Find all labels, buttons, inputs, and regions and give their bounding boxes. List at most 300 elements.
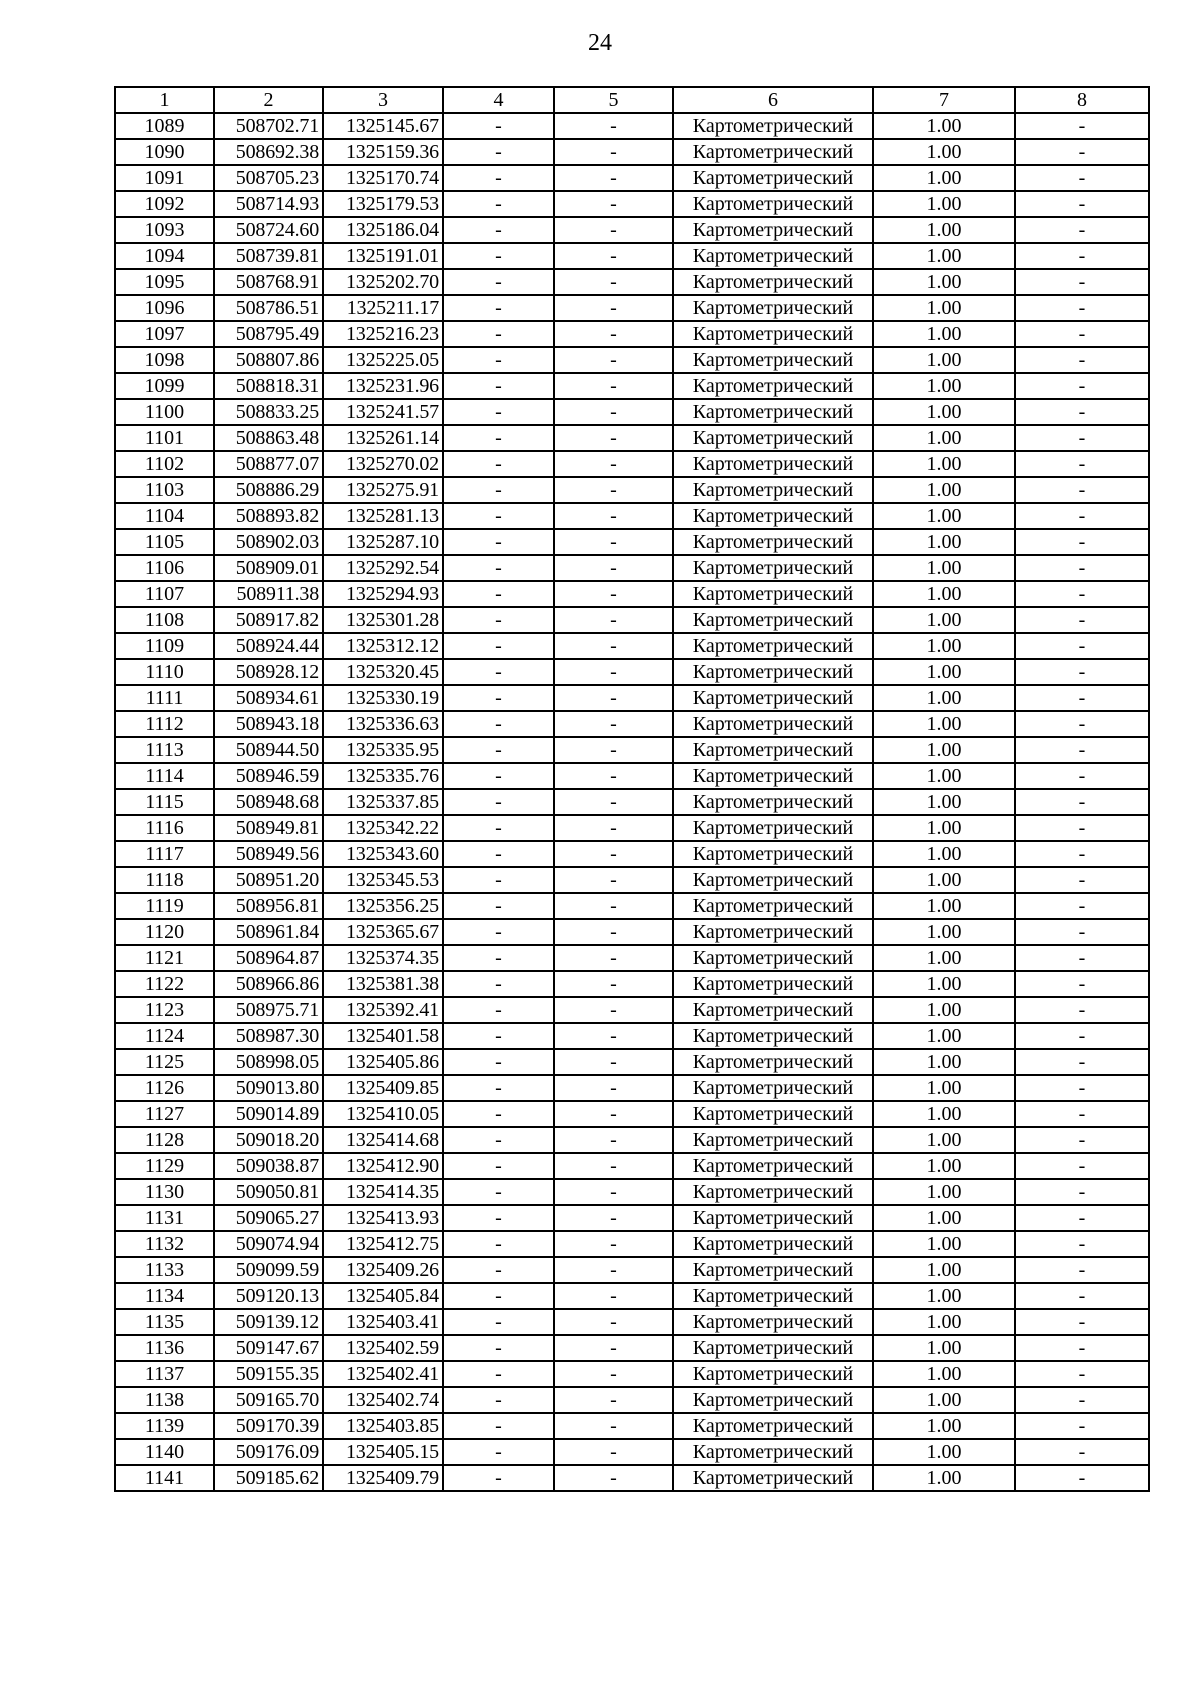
point-number-cell: 1125	[115, 1049, 214, 1075]
column-5-cell: -	[554, 1283, 673, 1309]
column-8-cell: -	[1015, 1309, 1149, 1335]
table-row	[115, 633, 1149, 659]
column-5-cell: -	[554, 841, 673, 867]
x-coordinate-cell: 509185.62	[214, 1465, 323, 1491]
y-coordinate-cell: 1325211.17	[323, 295, 443, 321]
column-4-cell: -	[443, 841, 554, 867]
point-number-cell: 1091	[115, 165, 214, 191]
column-4-cell: -	[443, 113, 554, 139]
point-number-cell: 1123	[115, 997, 214, 1023]
column-5-cell: -	[554, 1361, 673, 1387]
column-5-cell: -	[554, 1023, 673, 1049]
point-number-cell: 1090	[115, 139, 214, 165]
point-number-cell: 1132	[115, 1231, 214, 1257]
column-5-cell: -	[554, 165, 673, 191]
table-row	[115, 295, 1149, 321]
table-row	[115, 1127, 1149, 1153]
column-8-cell: -	[1015, 1413, 1149, 1439]
accuracy-cell: 1.00	[873, 1465, 1015, 1491]
column-5-cell: -	[554, 321, 673, 347]
accuracy-cell: 1.00	[873, 1049, 1015, 1075]
column-4-cell: -	[443, 217, 554, 243]
column-header: 7	[873, 87, 1015, 113]
column-4-cell: -	[443, 815, 554, 841]
x-coordinate-cell: 509013.80	[214, 1075, 323, 1101]
column-5-cell: -	[554, 451, 673, 477]
column-8-cell: -	[1015, 1153, 1149, 1179]
method-cell: Картометрический	[673, 737, 873, 763]
column-5-cell: -	[554, 1387, 673, 1413]
point-number-cell: 1118	[115, 867, 214, 893]
column-5-cell: -	[554, 347, 673, 373]
column-4-cell: -	[443, 789, 554, 815]
y-coordinate-cell: 1325294.93	[323, 581, 443, 607]
y-coordinate-cell: 1325401.58	[323, 1023, 443, 1049]
x-coordinate-cell: 508928.12	[214, 659, 323, 685]
column-5-cell: -	[554, 919, 673, 945]
y-coordinate-cell: 1325356.25	[323, 893, 443, 919]
accuracy-cell: 1.00	[873, 295, 1015, 321]
column-4-cell: -	[443, 607, 554, 633]
point-number-cell: 1094	[115, 243, 214, 269]
column-5-cell: -	[554, 711, 673, 737]
column-8-cell: -	[1015, 789, 1149, 815]
accuracy-cell: 1.00	[873, 971, 1015, 997]
accuracy-cell: 1.00	[873, 789, 1015, 815]
column-4-cell: -	[443, 269, 554, 295]
x-coordinate-cell: 509050.81	[214, 1179, 323, 1205]
table-row	[115, 1257, 1149, 1283]
point-number-cell: 1106	[115, 555, 214, 581]
method-cell: Картометрический	[673, 659, 873, 685]
x-coordinate-cell: 508724.60	[214, 217, 323, 243]
table-row	[115, 1179, 1149, 1205]
y-coordinate-cell: 1325345.53	[323, 867, 443, 893]
column-5-cell: -	[554, 113, 673, 139]
column-5-cell: -	[554, 1439, 673, 1465]
table-row	[115, 841, 1149, 867]
point-number-cell: 1111	[115, 685, 214, 711]
column-8-cell: -	[1015, 659, 1149, 685]
column-4-cell: -	[443, 451, 554, 477]
column-5-cell: -	[554, 763, 673, 789]
column-5-cell: -	[554, 1179, 673, 1205]
table-row	[115, 1283, 1149, 1309]
method-cell: Картометрический	[673, 1153, 873, 1179]
table-row	[115, 347, 1149, 373]
column-header: 8	[1015, 87, 1149, 113]
point-number-cell: 1103	[115, 477, 214, 503]
y-coordinate-cell: 1325409.26	[323, 1257, 443, 1283]
column-5-cell: -	[554, 789, 673, 815]
column-5-cell: -	[554, 217, 673, 243]
method-cell: Картометрический	[673, 1101, 873, 1127]
method-cell: Картометрический	[673, 997, 873, 1023]
column-5-cell: -	[554, 581, 673, 607]
column-5-cell: -	[554, 1101, 673, 1127]
column-5-cell: -	[554, 867, 673, 893]
accuracy-cell: 1.00	[873, 1153, 1015, 1179]
column-4-cell: -	[443, 321, 554, 347]
column-4-cell: -	[443, 555, 554, 581]
column-5-cell: -	[554, 243, 673, 269]
method-cell: Картометрический	[673, 1127, 873, 1153]
column-8-cell: -	[1015, 425, 1149, 451]
x-coordinate-cell: 508795.49	[214, 321, 323, 347]
point-number-cell: 1093	[115, 217, 214, 243]
column-8-cell: -	[1015, 633, 1149, 659]
method-cell: Картометрический	[673, 555, 873, 581]
column-5-cell: -	[554, 1153, 673, 1179]
method-cell: Картометрический	[673, 841, 873, 867]
method-cell: Картометрический	[673, 1205, 873, 1231]
column-4-cell: -	[443, 1127, 554, 1153]
column-header: 1	[115, 87, 214, 113]
accuracy-cell: 1.00	[873, 373, 1015, 399]
x-coordinate-cell: 509147.67	[214, 1335, 323, 1361]
column-5-cell: -	[554, 607, 673, 633]
table-row	[115, 165, 1149, 191]
method-cell: Картометрический	[673, 503, 873, 529]
y-coordinate-cell: 1325414.35	[323, 1179, 443, 1205]
table-row	[115, 1309, 1149, 1335]
y-coordinate-cell: 1325202.70	[323, 269, 443, 295]
accuracy-cell: 1.00	[873, 841, 1015, 867]
column-4-cell: -	[443, 139, 554, 165]
x-coordinate-cell: 508987.30	[214, 1023, 323, 1049]
column-4-cell: -	[443, 1361, 554, 1387]
accuracy-cell: 1.00	[873, 451, 1015, 477]
x-coordinate-cell: 508818.31	[214, 373, 323, 399]
table-row	[115, 867, 1149, 893]
y-coordinate-cell: 1325414.68	[323, 1127, 443, 1153]
method-cell: Картометрический	[673, 711, 873, 737]
column-4-cell: -	[443, 1335, 554, 1361]
column-5-cell: -	[554, 1075, 673, 1101]
column-4-cell: -	[443, 1309, 554, 1335]
y-coordinate-cell: 1325413.93	[323, 1205, 443, 1231]
y-coordinate-cell: 1325231.96	[323, 373, 443, 399]
column-4-cell: -	[443, 1049, 554, 1075]
column-4-cell: -	[443, 971, 554, 997]
column-8-cell: -	[1015, 815, 1149, 841]
column-8-cell: -	[1015, 1101, 1149, 1127]
table-row	[115, 1465, 1149, 1491]
accuracy-cell: 1.00	[873, 867, 1015, 893]
method-cell: Картометрический	[673, 1309, 873, 1335]
x-coordinate-cell: 509176.09	[214, 1439, 323, 1465]
column-8-cell: -	[1015, 1335, 1149, 1361]
method-cell: Картометрический	[673, 971, 873, 997]
column-4-cell: -	[443, 191, 554, 217]
table-row	[115, 555, 1149, 581]
column-5-cell: -	[554, 893, 673, 919]
method-cell: Картометрический	[673, 425, 873, 451]
column-8-cell: -	[1015, 503, 1149, 529]
y-coordinate-cell: 1325405.15	[323, 1439, 443, 1465]
accuracy-cell: 1.00	[873, 243, 1015, 269]
column-8-cell: -	[1015, 529, 1149, 555]
column-5-cell: -	[554, 815, 673, 841]
table-row	[115, 1387, 1149, 1413]
accuracy-cell: 1.00	[873, 1283, 1015, 1309]
method-cell: Картометрический	[673, 529, 873, 555]
column-5-cell: -	[554, 191, 673, 217]
column-4-cell: -	[443, 737, 554, 763]
x-coordinate-cell: 508951.20	[214, 867, 323, 893]
column-4-cell: -	[443, 867, 554, 893]
column-header: 2	[214, 87, 323, 113]
y-coordinate-cell: 1325412.75	[323, 1231, 443, 1257]
column-8-cell: -	[1015, 737, 1149, 763]
y-coordinate-cell: 1325335.76	[323, 763, 443, 789]
y-coordinate-cell: 1325335.95	[323, 737, 443, 763]
accuracy-cell: 1.00	[873, 321, 1015, 347]
point-number-cell: 1140	[115, 1439, 214, 1465]
accuracy-cell: 1.00	[873, 1075, 1015, 1101]
y-coordinate-cell: 1325402.59	[323, 1335, 443, 1361]
y-coordinate-cell: 1325275.91	[323, 477, 443, 503]
column-5-cell: -	[554, 295, 673, 321]
y-coordinate-cell: 1325403.85	[323, 1413, 443, 1439]
column-8-cell: -	[1015, 945, 1149, 971]
method-cell: Картометрический	[673, 295, 873, 321]
x-coordinate-cell: 508705.23	[214, 165, 323, 191]
column-4-cell: -	[443, 1257, 554, 1283]
method-cell: Картометрический	[673, 867, 873, 893]
method-cell: Картометрический	[673, 191, 873, 217]
method-cell: Картометрический	[673, 477, 873, 503]
method-cell: Картометрический	[673, 1257, 873, 1283]
column-4-cell: -	[443, 763, 554, 789]
column-8-cell: -	[1015, 347, 1149, 373]
page-number: 24	[588, 30, 612, 56]
column-8-cell: -	[1015, 971, 1149, 997]
column-5-cell: -	[554, 1205, 673, 1231]
y-coordinate-cell: 1325409.85	[323, 1075, 443, 1101]
accuracy-cell: 1.00	[873, 737, 1015, 763]
column-8-cell: -	[1015, 1127, 1149, 1153]
column-8-cell: -	[1015, 113, 1149, 139]
method-cell: Картометрический	[673, 1049, 873, 1075]
table-row	[115, 1153, 1149, 1179]
table-row	[115, 945, 1149, 971]
column-8-cell: -	[1015, 139, 1149, 165]
accuracy-cell: 1.00	[873, 1127, 1015, 1153]
y-coordinate-cell: 1325392.41	[323, 997, 443, 1023]
x-coordinate-cell: 508956.81	[214, 893, 323, 919]
column-5-cell: -	[554, 971, 673, 997]
y-coordinate-cell: 1325312.12	[323, 633, 443, 659]
column-4-cell: -	[443, 1413, 554, 1439]
accuracy-cell: 1.00	[873, 269, 1015, 295]
table-row	[115, 1413, 1149, 1439]
column-8-cell: -	[1015, 1283, 1149, 1309]
accuracy-cell: 1.00	[873, 425, 1015, 451]
accuracy-cell: 1.00	[873, 659, 1015, 685]
table-row	[115, 997, 1149, 1023]
x-coordinate-cell: 509170.39	[214, 1413, 323, 1439]
column-4-cell: -	[443, 945, 554, 971]
y-coordinate-cell: 1325301.28	[323, 607, 443, 633]
column-4-cell: -	[443, 1231, 554, 1257]
accuracy-cell: 1.00	[873, 1387, 1015, 1413]
point-number-cell: 1104	[115, 503, 214, 529]
x-coordinate-cell: 508902.03	[214, 529, 323, 555]
column-5-cell: -	[554, 503, 673, 529]
y-coordinate-cell: 1325374.35	[323, 945, 443, 971]
y-coordinate-cell: 1325216.23	[323, 321, 443, 347]
x-coordinate-cell: 508786.51	[214, 295, 323, 321]
point-number-cell: 1113	[115, 737, 214, 763]
point-number-cell: 1127	[115, 1101, 214, 1127]
point-number-cell: 1114	[115, 763, 214, 789]
table-row	[115, 1205, 1149, 1231]
column-8-cell: -	[1015, 217, 1149, 243]
point-number-cell: 1101	[115, 425, 214, 451]
accuracy-cell: 1.00	[873, 1101, 1015, 1127]
method-cell: Картометрический	[673, 399, 873, 425]
method-cell: Картометрический	[673, 685, 873, 711]
column-4-cell: -	[443, 711, 554, 737]
x-coordinate-cell: 508886.29	[214, 477, 323, 503]
y-coordinate-cell: 1325170.74	[323, 165, 443, 191]
column-8-cell: -	[1015, 1387, 1149, 1413]
y-coordinate-cell: 1325270.02	[323, 451, 443, 477]
x-coordinate-cell: 508768.91	[214, 269, 323, 295]
table-row	[115, 373, 1149, 399]
accuracy-cell: 1.00	[873, 1309, 1015, 1335]
table-row	[115, 217, 1149, 243]
x-coordinate-cell: 509065.27	[214, 1205, 323, 1231]
y-coordinate-cell: 1325159.36	[323, 139, 443, 165]
column-8-cell: -	[1015, 841, 1149, 867]
accuracy-cell: 1.00	[873, 1257, 1015, 1283]
y-coordinate-cell: 1325145.67	[323, 113, 443, 139]
accuracy-cell: 1.00	[873, 399, 1015, 425]
table-row	[115, 1439, 1149, 1465]
table-row	[115, 1075, 1149, 1101]
column-5-cell: -	[554, 477, 673, 503]
column-5-cell: -	[554, 529, 673, 555]
column-8-cell: -	[1015, 321, 1149, 347]
accuracy-cell: 1.00	[873, 529, 1015, 555]
column-5-cell: -	[554, 945, 673, 971]
table-row	[115, 607, 1149, 633]
column-4-cell: -	[443, 685, 554, 711]
column-header: 5	[554, 87, 673, 113]
x-coordinate-cell: 508966.86	[214, 971, 323, 997]
method-cell: Картометрический	[673, 165, 873, 191]
method-cell: Картометрический	[673, 1387, 873, 1413]
method-cell: Картометрический	[673, 1023, 873, 1049]
point-number-cell: 1112	[115, 711, 214, 737]
column-8-cell: -	[1015, 711, 1149, 737]
column-4-cell: -	[443, 243, 554, 269]
point-number-cell: 1135	[115, 1309, 214, 1335]
method-cell: Картометрический	[673, 321, 873, 347]
point-number-cell: 1089	[115, 113, 214, 139]
column-4-cell: -	[443, 1023, 554, 1049]
point-number-cell: 1108	[115, 607, 214, 633]
column-4-cell: -	[443, 1439, 554, 1465]
y-coordinate-cell: 1325403.41	[323, 1309, 443, 1335]
accuracy-cell: 1.00	[873, 477, 1015, 503]
column-5-cell: -	[554, 659, 673, 685]
column-5-cell: -	[554, 997, 673, 1023]
column-8-cell: -	[1015, 399, 1149, 425]
table-row	[115, 1231, 1149, 1257]
column-4-cell: -	[443, 373, 554, 399]
column-5-cell: -	[554, 1231, 673, 1257]
x-coordinate-cell: 509014.89	[214, 1101, 323, 1127]
column-5-cell: -	[554, 1335, 673, 1361]
method-cell: Картометрический	[673, 581, 873, 607]
point-number-cell: 1098	[115, 347, 214, 373]
accuracy-cell: 1.00	[873, 581, 1015, 607]
point-number-cell: 1116	[115, 815, 214, 841]
point-number-cell: 1117	[115, 841, 214, 867]
column-4-cell: -	[443, 399, 554, 425]
accuracy-cell: 1.00	[873, 1361, 1015, 1387]
x-coordinate-cell: 509120.13	[214, 1283, 323, 1309]
point-number-cell: 1105	[115, 529, 214, 555]
table-row	[115, 763, 1149, 789]
y-coordinate-cell: 1325261.14	[323, 425, 443, 451]
column-4-cell: -	[443, 893, 554, 919]
column-8-cell: -	[1015, 763, 1149, 789]
y-coordinate-cell: 1325342.22	[323, 815, 443, 841]
table-header-row	[115, 87, 1149, 113]
accuracy-cell: 1.00	[873, 503, 1015, 529]
column-5-cell: -	[554, 139, 673, 165]
method-cell: Картометрический	[673, 1361, 873, 1387]
column-5-cell: -	[554, 373, 673, 399]
x-coordinate-cell: 508909.01	[214, 555, 323, 581]
column-4-cell: -	[443, 295, 554, 321]
column-8-cell: -	[1015, 555, 1149, 581]
x-coordinate-cell: 508877.07	[214, 451, 323, 477]
accuracy-cell: 1.00	[873, 607, 1015, 633]
point-number-cell: 1092	[115, 191, 214, 217]
x-coordinate-cell: 508964.87	[214, 945, 323, 971]
x-coordinate-cell: 509139.12	[214, 1309, 323, 1335]
coordinates-table	[114, 86, 1150, 1492]
accuracy-cell: 1.00	[873, 191, 1015, 217]
column-header: 3	[323, 87, 443, 113]
accuracy-cell: 1.00	[873, 1205, 1015, 1231]
column-8-cell: -	[1015, 1257, 1149, 1283]
table-row	[115, 269, 1149, 295]
point-number-cell: 1121	[115, 945, 214, 971]
x-coordinate-cell: 508714.93	[214, 191, 323, 217]
method-cell: Картометрический	[673, 607, 873, 633]
accuracy-cell: 1.00	[873, 217, 1015, 243]
x-coordinate-cell: 508917.82	[214, 607, 323, 633]
point-number-cell: 1109	[115, 633, 214, 659]
x-coordinate-cell: 508943.18	[214, 711, 323, 737]
x-coordinate-cell: 508692.38	[214, 139, 323, 165]
method-cell: Картометрический	[673, 1179, 873, 1205]
column-5-cell: -	[554, 555, 673, 581]
column-4-cell: -	[443, 919, 554, 945]
column-4-cell: -	[443, 1153, 554, 1179]
accuracy-cell: 1.00	[873, 633, 1015, 659]
table-row	[115, 789, 1149, 815]
column-5-cell: -	[554, 425, 673, 451]
column-4-cell: -	[443, 581, 554, 607]
column-8-cell: -	[1015, 477, 1149, 503]
